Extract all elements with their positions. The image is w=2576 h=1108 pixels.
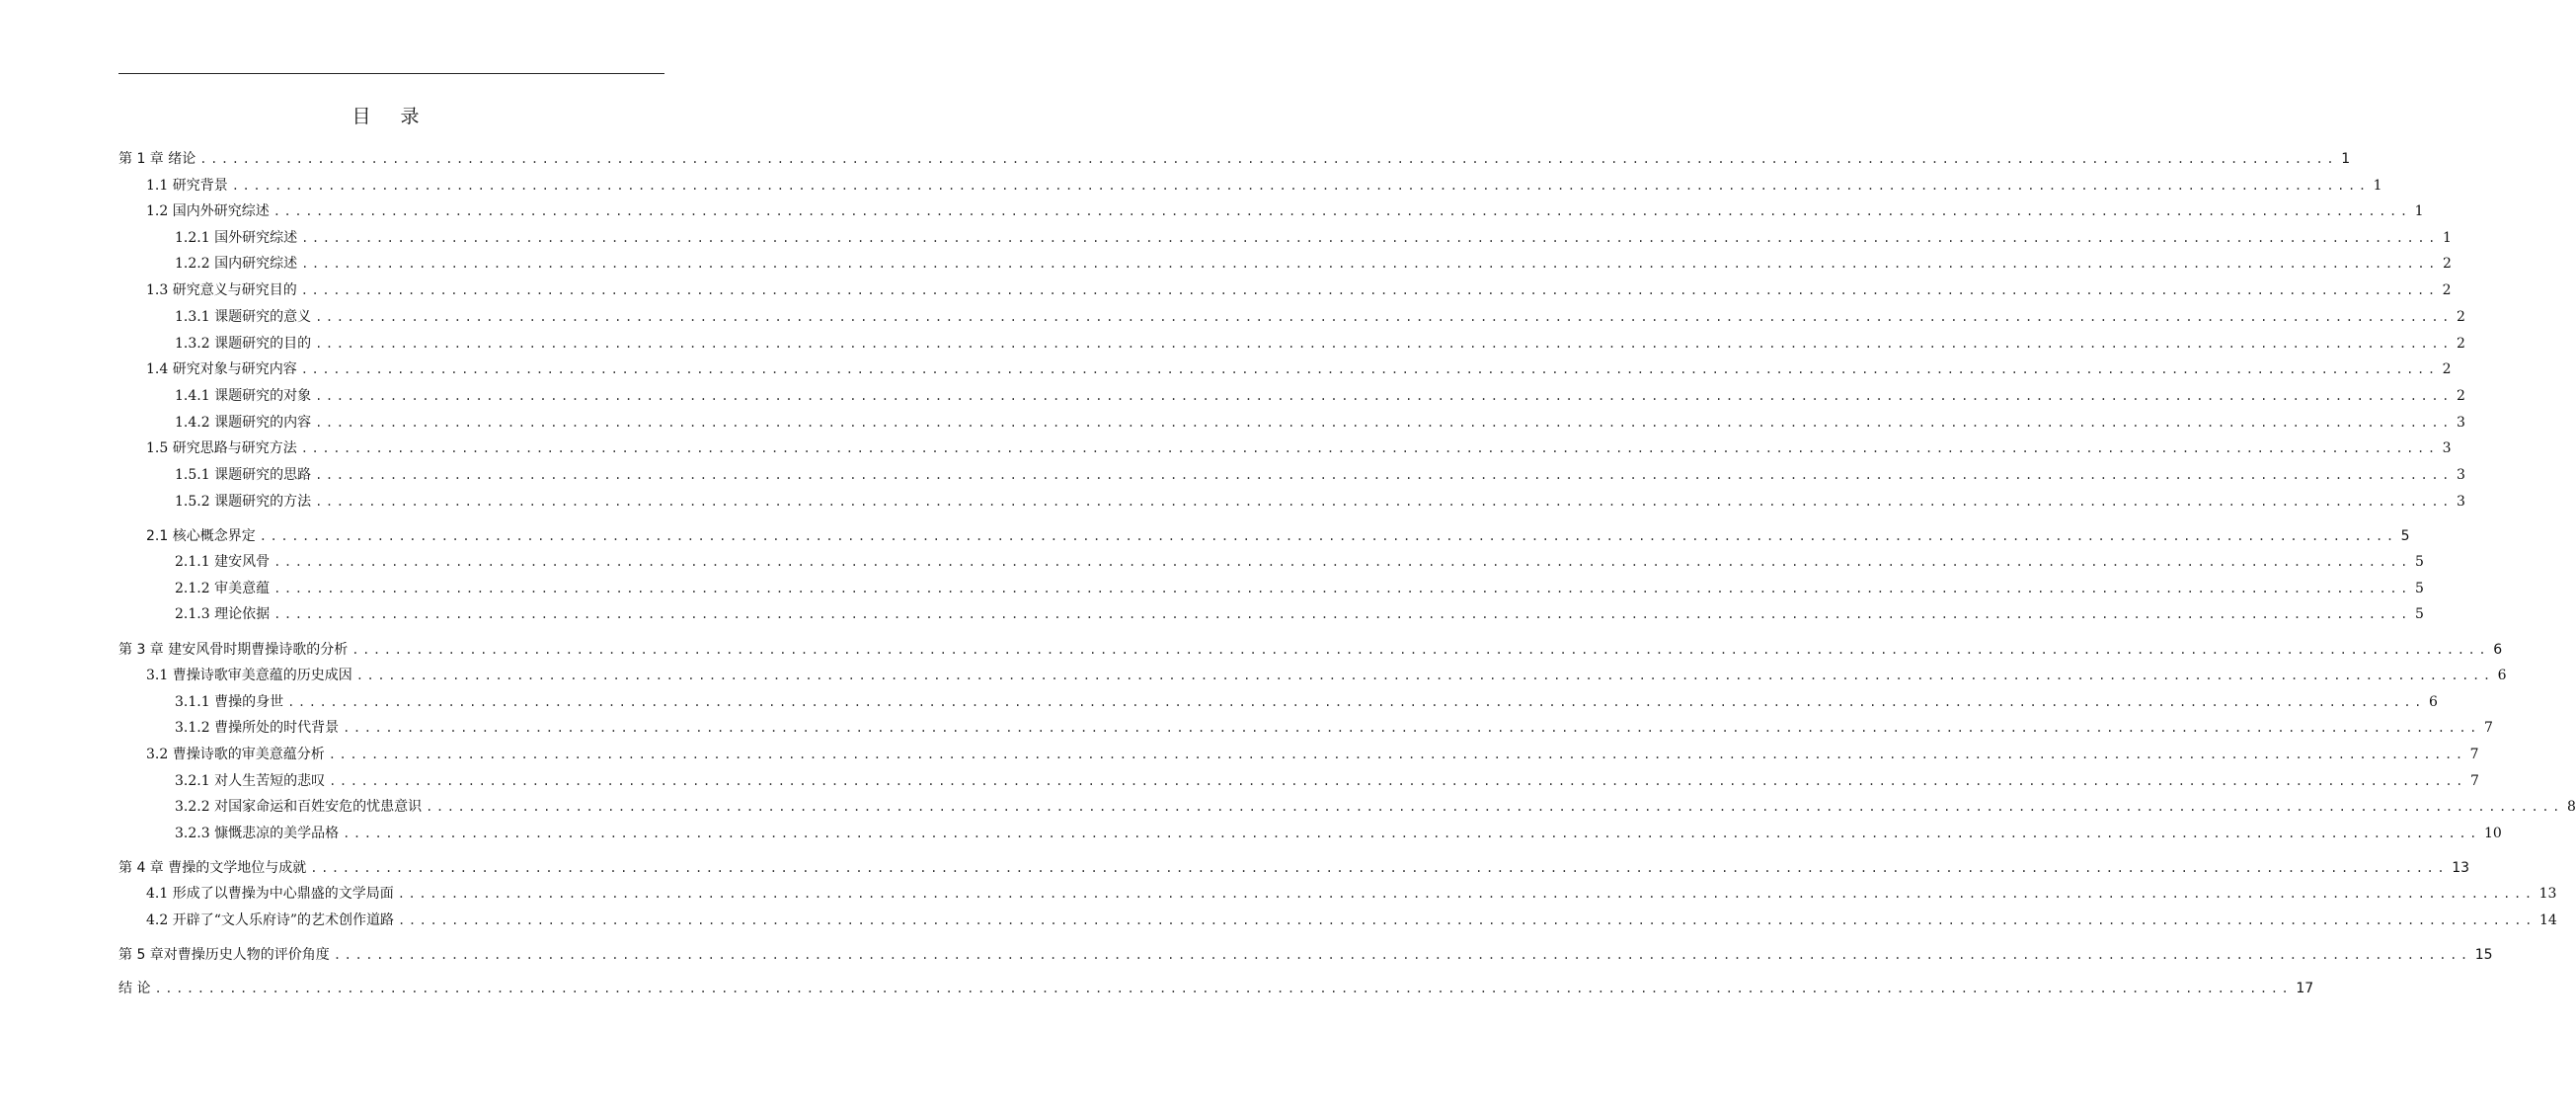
- toc-entry-1-5-2[interactable]: [175, 492, 2465, 512]
- toc-entry-3-2-2[interactable]: [175, 797, 2576, 817]
- toc-entry-1-2-2[interactable]: [175, 254, 2452, 274]
- leader-dots: ........................................................................................................................................................................................................: [300, 362, 2439, 376]
- toc-label: 1.2.1 国外研究综述: [175, 230, 298, 246]
- toc-page: 8: [2567, 799, 2576, 815]
- leader-dots: ........................................................................................................................................................................................................: [315, 389, 2453, 403]
- leader-dots: ........................................................................................................................................................................................................: [351, 643, 2490, 657]
- toc-page: 1: [2443, 230, 2452, 246]
- toc-label: 第 5 章对曹操历史人物的评价角度: [118, 947, 330, 963]
- toc-label: 1.3.2 课题研究的目的: [175, 336, 312, 352]
- toc-page: 2: [2457, 336, 2465, 352]
- leader-dots: ........................................................................................................................................................................................................: [273, 204, 2411, 218]
- toc-entry-1-2-1[interactable]: [175, 228, 2452, 248]
- leader-dots: ........................................................................................................................................................................................................: [328, 748, 2466, 761]
- toc-entry-chapter-4[interactable]: [118, 858, 2470, 878]
- leader-dots: ........................................................................................................................................................................................................: [315, 495, 2453, 509]
- toc-label: 1.5.1 课题研究的思路: [175, 467, 312, 483]
- toc-label: 第 1 章 绪论: [118, 151, 196, 167]
- leader-dots: ........................................................................................................................................................................................................: [343, 721, 2480, 735]
- leader-dots: ........................................................................................................................................................................................................: [273, 607, 2411, 621]
- toc-label: 4.2 开辟了“文人乐府诗”的艺术创作道路: [146, 912, 395, 928]
- toc-entry-conclusion[interactable]: [118, 979, 2314, 998]
- toc-entry-4-2[interactable]: [146, 910, 2557, 930]
- toc-entry-1-4-1[interactable]: [175, 386, 2465, 406]
- toc-page: 5: [2415, 554, 2424, 570]
- toc-entry-3-1-2[interactable]: [175, 718, 2493, 738]
- toc-entry-1-4[interactable]: [146, 359, 2452, 379]
- toc-page: 14: [2538, 912, 2557, 928]
- leader-dots: ........................................................................................................................................................................................................: [300, 283, 2439, 297]
- toc-entry-1-3[interactable]: [146, 280, 2452, 300]
- toc-entry-4-1[interactable]: [146, 884, 2557, 904]
- toc-page: 2: [2457, 388, 2465, 404]
- toc-page: 6: [2429, 694, 2438, 710]
- toc-label: 1.3.1 课题研究的意义: [175, 309, 312, 325]
- toc-entry-2-1-3[interactable]: [175, 604, 2424, 624]
- toc-page: 6: [2497, 668, 2507, 683]
- leader-dots: ........................................................................................................................................................................................................: [301, 231, 2439, 245]
- toc-entry-chapter-1[interactable]: [118, 149, 2351, 169]
- toc-label: 结 论: [118, 981, 151, 996]
- toc-entry-1-3-2[interactable]: [175, 334, 2465, 354]
- toc-label: 1.1 研究背景: [146, 178, 228, 194]
- leader-dots: ........................................................................................................................................................................................................: [154, 982, 2293, 995]
- toc-entry-1-5[interactable]: [146, 438, 2452, 458]
- toc-label: 3.2.3 慷慨悲凉的美学品格: [175, 826, 340, 841]
- toc-label: 1.2 国内外研究综述: [146, 203, 270, 219]
- toc-entry-chapter-3[interactable]: [118, 640, 2503, 660]
- toc-label: 1.5.2 课题研究的方法: [175, 494, 312, 510]
- toc-entry-2-1[interactable]: [146, 526, 2410, 546]
- toc-page: 2: [2442, 361, 2452, 377]
- toc-entry-3-2-1[interactable]: [175, 771, 2479, 791]
- leader-dots: ........................................................................................................................................................................................................: [287, 695, 2425, 709]
- toc-label: 1.2.2 国内研究综述: [175, 256, 298, 272]
- toc-page: 1: [2341, 151, 2351, 167]
- leader-dots: ........................................................................................................................................................................................................: [397, 887, 2536, 901]
- toc-page: 1: [2414, 203, 2424, 219]
- toc-entry-3-1-1[interactable]: [175, 692, 2438, 712]
- toc-page: 7: [2484, 720, 2493, 736]
- toc-page: 6: [2493, 642, 2503, 658]
- toc-entry-3-2-3[interactable]: [175, 824, 2502, 843]
- leader-dots: ........................................................................................................................................................................................................: [273, 555, 2411, 569]
- toc-entry-1-3-1[interactable]: [175, 307, 2465, 327]
- toc-label: 1.4.1 课题研究的对象: [175, 388, 312, 404]
- toc-label: 3.2.1 对人生苦短的悲叹: [175, 773, 326, 789]
- toc-entry-2-1-1[interactable]: [175, 552, 2424, 572]
- toc-page: 3: [2457, 415, 2465, 431]
- leader-dots: ........................................................................................................................................................................................................: [333, 948, 2471, 962]
- toc-page: 10: [2484, 826, 2502, 841]
- leader-dots: ........................................................................................................................................................................................................: [300, 441, 2439, 455]
- toc-label: 4.1 形成了以曹操为中心鼎盛的文学局面: [146, 886, 394, 902]
- toc-entry-1-5-1[interactable]: [175, 465, 2465, 485]
- toc-entry-2-1-2[interactable]: [175, 579, 2424, 598]
- toc-entry-chapter-5[interactable]: [118, 945, 2493, 965]
- toc-entry-1-2[interactable]: [146, 201, 2424, 221]
- toc-entry-1-1[interactable]: [146, 176, 2382, 196]
- toc-label: 2.1.1 建安风骨: [175, 554, 271, 570]
- toc-label: 2.1.3 理论依据: [175, 606, 271, 622]
- leader-dots: ........................................................................................................................................................................................................: [398, 913, 2536, 927]
- leader-dots: ........................................................................................................................................................................................................: [199, 152, 2338, 166]
- toc-page: 3: [2442, 440, 2452, 456]
- toc-label: 1.5 研究思路与研究方法: [146, 440, 297, 456]
- toc-label: 3.2.2 对国家命运和百姓安危的忧患意识: [175, 799, 423, 815]
- leader-dots: ........................................................................................................................................................................................................: [231, 179, 2370, 193]
- toc-entry-3-1[interactable]: [146, 666, 2507, 685]
- leader-dots: ........................................................................................................................................................................................................: [315, 337, 2453, 351]
- toc-page: 13: [2452, 860, 2470, 876]
- toc-page: 5: [2400, 528, 2410, 544]
- page-title: 目 录: [351, 106, 431, 127]
- toc-label: 第 4 章 曹操的文学地位与成就: [118, 860, 307, 876]
- toc-page: 2: [2443, 256, 2452, 272]
- leader-dots: ........................................................................................................................................................................................................: [355, 669, 2494, 682]
- toc-entry-1-4-2[interactable]: [175, 413, 2465, 433]
- toc-page: 3: [2457, 494, 2465, 510]
- toc-page: 15: [2474, 947, 2493, 963]
- toc-page: 1: [2373, 178, 2382, 194]
- toc-page: 5: [2415, 606, 2424, 622]
- leader-dots: ........................................................................................................................................................................................................: [259, 529, 2397, 543]
- toc-page: 2: [2442, 282, 2452, 298]
- leader-dots: ........................................................................................................................................................................................................: [315, 310, 2453, 324]
- toc-label: 第 3 章 建安风骨时期曹操诗歌的分析: [118, 642, 349, 658]
- toc-label: 1.4.2 课题研究的内容: [175, 415, 312, 431]
- leader-dots: ........................................................................................................................................................................................................: [426, 800, 2563, 814]
- toc-label: 3.1.1 曹操的身世: [175, 694, 284, 710]
- toc-label: 1.3 研究意义与研究目的: [146, 282, 297, 298]
- leader-dots: ........................................................................................................................................................................................................: [273, 582, 2411, 595]
- toc-label: 3.1.2 曹操所处的时代背景: [175, 720, 340, 736]
- leader-dots: ........................................................................................................................................................................................................: [301, 257, 2439, 271]
- toc-page: 5: [2415, 581, 2424, 596]
- toc-page: 17: [2296, 981, 2314, 996]
- leader-dots: ........................................................................................................................................................................................................: [315, 416, 2453, 430]
- leader-dots: ........................................................................................................................................................................................................: [310, 861, 2449, 875]
- toc-page: 3: [2457, 467, 2465, 483]
- toc-page: 2: [2457, 309, 2465, 325]
- toc-label: 3.2 曹操诗歌的审美意蕴分析: [146, 747, 325, 762]
- toc-page: 7: [2469, 747, 2479, 762]
- toc-entry-3-2[interactable]: [146, 745, 2479, 764]
- toc-label: 3.1 曹操诗歌审美意蕴的历史成因: [146, 668, 352, 683]
- toc-label: 2.1 核心概念界定: [146, 528, 256, 544]
- leader-dots: ........................................................................................................................................................................................................: [315, 468, 2453, 482]
- toc-label: 1.4 研究对象与研究内容: [146, 361, 297, 377]
- leader-dots: ........................................................................................................................................................................................................: [343, 827, 2480, 840]
- toc-page: 13: [2538, 886, 2557, 902]
- toc-page: 7: [2470, 773, 2479, 789]
- leader-dots: ........................................................................................................................................................................................................: [329, 774, 2466, 788]
- toc-label: 2.1.2 审美意蕴: [175, 581, 271, 596]
